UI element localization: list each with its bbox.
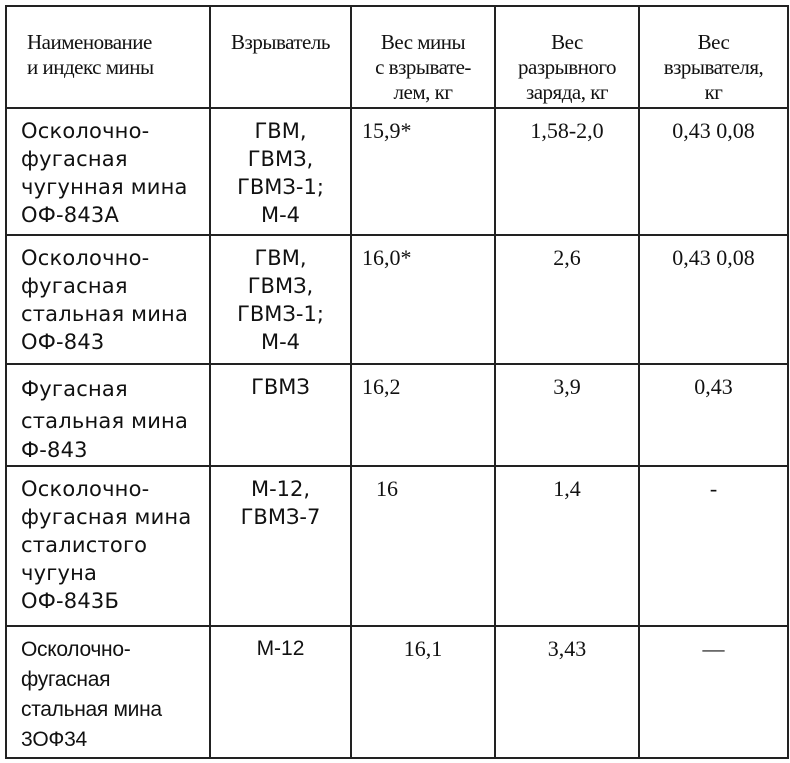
header-line: кг xyxy=(704,80,723,104)
fuze-cell xyxy=(210,626,351,758)
mine-weight-cell: 16,0* xyxy=(351,235,495,364)
cell-line: 3ОФ34 xyxy=(21,728,87,751)
cell-line: ГВМ, xyxy=(254,246,307,270)
cell-line: Осколочно- xyxy=(21,638,131,661)
mine-weight-cell: 15,9* xyxy=(351,108,495,235)
cell-line: М-4 xyxy=(260,330,301,354)
header-line: разрывного xyxy=(518,55,616,79)
fuze-weight-cell: 0,43 xyxy=(639,364,788,466)
cell-line: ГВМЗ, xyxy=(247,147,314,171)
table-header-row xyxy=(6,6,788,108)
cell-line: ОФ-843Б xyxy=(21,589,120,613)
table-row xyxy=(6,235,788,364)
mine-name-cell xyxy=(6,626,210,758)
charge-weight-cell: 3,43 xyxy=(495,626,639,758)
cell-line: М-12 xyxy=(256,637,305,660)
header-line: лем, кг xyxy=(393,80,453,104)
mine-weight-cell: 16 xyxy=(351,466,495,626)
fuze-weight-cell: 0,43 0,08 xyxy=(639,108,788,235)
fuze-cell xyxy=(210,466,351,626)
cell-line: ГВМЗ, xyxy=(247,274,314,298)
header-line: с взрывате- xyxy=(375,55,471,79)
cell-line: ГВМ, xyxy=(254,119,307,143)
charge-weight-cell: 3,9 xyxy=(495,364,639,466)
cell-line: стальная мина xyxy=(21,409,189,433)
fuze-cell xyxy=(210,364,351,466)
header-line: Вес xyxy=(551,30,583,54)
mine-name-cell xyxy=(6,235,210,364)
fuze-weight-cell: 0,43 0,08 xyxy=(639,235,788,364)
mine-name-cell xyxy=(6,108,210,235)
cell-line: ГВМЗ xyxy=(251,375,310,399)
cell-line: чугуна xyxy=(21,561,98,585)
header-line: взрывателя, xyxy=(663,55,764,79)
cell-line: ОФ-843А xyxy=(21,203,120,227)
cell-line: Осколочно- xyxy=(21,119,150,143)
table-row xyxy=(6,626,788,758)
cell-line: сталистого xyxy=(21,533,148,557)
mine-name-cell xyxy=(6,364,210,466)
cell-line: фугасная xyxy=(21,147,128,171)
cell-line: ОФ-843 xyxy=(21,330,105,354)
table-row xyxy=(6,466,788,626)
header-line: и индекс мины xyxy=(27,55,154,79)
cell-line: Осколочно- xyxy=(21,477,150,501)
fuze-cell xyxy=(210,108,351,235)
header-name-index xyxy=(6,6,210,108)
cell-line: ГВМЗ-1; xyxy=(237,302,324,326)
charge-weight-cell: 2,6 xyxy=(495,235,639,364)
header-mine-weight xyxy=(351,6,495,108)
header-charge-weight xyxy=(495,6,639,108)
fuze-cell xyxy=(210,235,351,364)
charge-weight-cell: 1,58-2,0 xyxy=(495,108,639,235)
cell-line: чугунная мина xyxy=(21,175,188,199)
cell-line: стальная мина xyxy=(21,302,189,326)
header-line: Взрыватель xyxy=(231,30,330,54)
mine-specifications-table xyxy=(5,5,789,759)
fuze-weight-cell: — xyxy=(639,626,788,758)
header-line: заряда, кг xyxy=(525,80,609,104)
cell-line: Фугасная xyxy=(21,377,128,401)
cell-line: Ф-843 xyxy=(21,438,88,462)
cell-line: М-12, xyxy=(250,477,311,501)
cell-line: стальная мина xyxy=(21,698,162,721)
mine-weight-cell: 16,2 xyxy=(351,364,495,466)
cell-line: ГВМЗ-1; xyxy=(237,175,324,199)
cell-line: М-4 xyxy=(260,203,301,227)
header-fuze xyxy=(210,6,351,108)
mine-weight-cell: 16,1 xyxy=(351,626,495,758)
cell-line: ГВМЗ-7 xyxy=(240,505,321,529)
table-row xyxy=(6,364,788,466)
table-row xyxy=(6,108,788,235)
fuze-weight-cell: - xyxy=(639,466,788,626)
mine-name-cell xyxy=(6,466,210,626)
header-fuze-weight xyxy=(639,6,788,108)
charge-weight-cell: 1,4 xyxy=(495,466,639,626)
cell-line: фугасная xyxy=(21,668,111,691)
header-line: Вес мины xyxy=(380,30,466,54)
cell-line: фугасная мина xyxy=(21,505,192,529)
header-line: Наименование xyxy=(27,30,152,54)
header-line: Вес xyxy=(697,30,730,54)
cell-line: фугасная xyxy=(21,274,128,298)
cell-line: Осколочно- xyxy=(21,246,150,270)
